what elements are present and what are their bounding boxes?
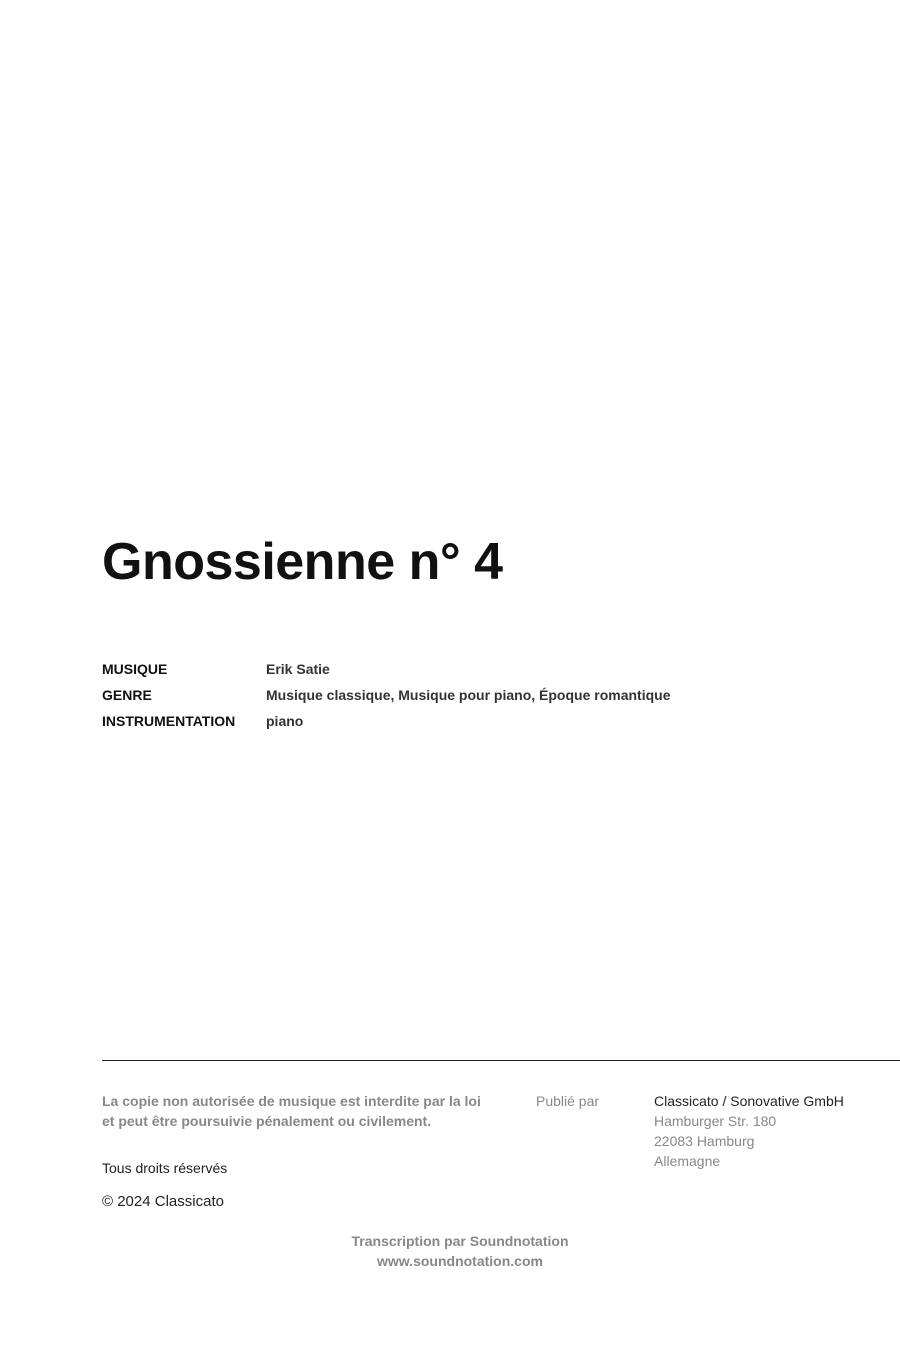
publisher-country: Allemagne (654, 1153, 721, 1169)
metadata-label: MUSIQUE (102, 661, 168, 677)
published-by-label: Publié par (536, 1093, 600, 1109)
publisher-city: 22083 Hamburg (654, 1133, 755, 1149)
legal-notice-line: La copie non autorisée de musique est interdite par la loi (102, 1093, 481, 1109)
transcription-by: Transcription par Soundnotation (351, 1233, 569, 1249)
footer-divider (102, 1060, 900, 1061)
legal-notice-line: et peut être poursuivie pénalement ou civilement. (102, 1113, 432, 1129)
metadata-value: piano (266, 713, 304, 729)
metadata-row-music (102, 656, 670, 682)
transcription-credit (260, 1231, 660, 1271)
publisher-street: Hamburger Str. 180 (654, 1113, 777, 1129)
metadata-label: GENRE (102, 687, 152, 703)
publisher-address (654, 1091, 844, 1171)
metadata-table (102, 656, 670, 734)
metadata-value: Musique classique, Musique pour piano, Époque romantique (266, 687, 671, 703)
page-title: Gnossienne n° 4 (102, 533, 503, 591)
metadata-row-genre (102, 682, 670, 708)
transcription-website: www.soundnotation.com (377, 1253, 543, 1269)
metadata-label: INSTRUMENTATION (102, 713, 236, 729)
publisher-name: Classicato / Sonovative GmbH (654, 1093, 844, 1109)
rights-reserved: Tous droits réservés (102, 1160, 228, 1176)
metadata-row-instrumentation (102, 708, 670, 734)
legal-notice (102, 1091, 492, 1131)
metadata-value: Erik Satie (266, 661, 330, 677)
copyright-notice: © 2024 Classicato (102, 1193, 224, 1210)
